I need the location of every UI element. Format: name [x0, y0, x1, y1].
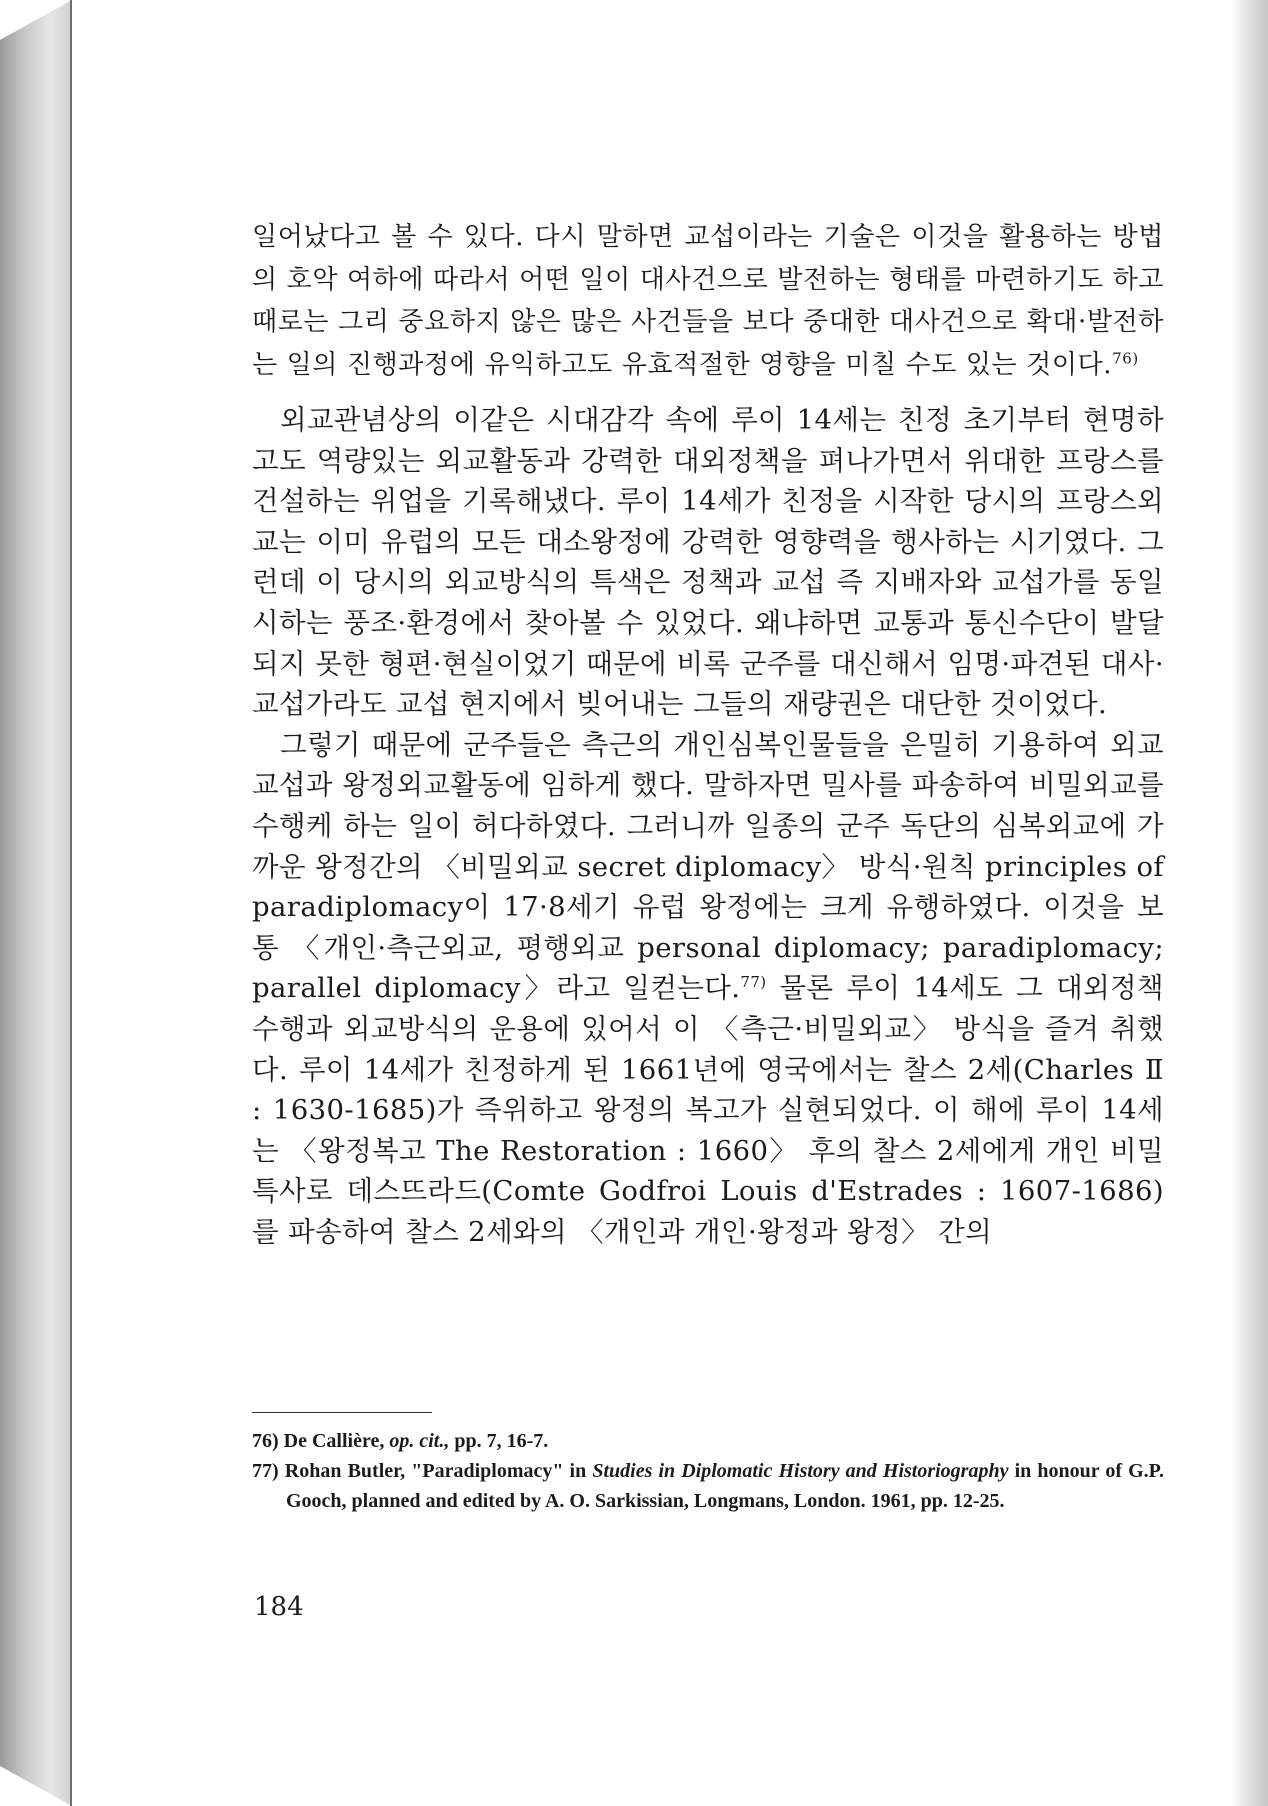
page-number: 184: [254, 1592, 304, 1622]
footnote-76-pages: pp. 7, 16-7.: [454, 1430, 549, 1452]
block-quote: [252, 216, 1164, 386]
paragraph-2b-text: 물론 루이 14세도 그 대외정책 수행과 외교방식의 운용에 있어서 이 〈측근·비밀외교〉 방식을 즐겨 취했다. 루이 14세가 친정하게 된 1661년에 영국에서는 찰스 2세(Charles Ⅱ : 1630-1685)가 즉위하고 왕정의 복고가 실현되었다. 이 해에 루이 14세는 〈왕정복고 The Restoration : 1660〉 후의 찰스 2세에게 개인 비밀특사로 데스뜨라드(Comte Godfroi Louis d'Estrades : 1607-1686)를 파송하여 찰스 2세와의 〈개인과 개인·왕정과 왕정〉 간의: [252, 972, 1164, 1248]
footnote-76-number: 76): [252, 1430, 279, 1452]
footnote-77-author: Rohan Butler, "Paradiplomacy" in: [284, 1460, 587, 1482]
page-right-shadow: [1232, 0, 1268, 1806]
footnote-ref-76: 76): [1112, 348, 1139, 367]
paragraph-1-text: 외교관념상의 이같은 시대감각 속에 루이 14세는 친정 초기부터 현명하고도 역량있는 외교활동과 강력한 대외정책을 펴나가면서 위대한 프랑스를 건설하는 위업을 기록해냈다. 루이 14세가 친정을 시작한 당시의 프랑스외교는 이미 유럽의 모든 대소왕정에 강력한 영향력을 행사하는 시기였다. 그런데 이 당시의 외교방식의 특색은 정책과 교섭 즉 지배자와 교섭가를 동일시하는 풍조·환경에서 찾아볼 수 있었다. 왜냐하면 교통과 통신수단이 발달되지 못한 형편·현실이었기 때문에 비록 군주를 대신해서 임명·파견된 대사·교섭가라도 교섭 현지에서 빚어내는 그들의 재량권은 대단한 것이었다.: [252, 404, 1164, 721]
footnotes: [252, 1426, 1164, 1516]
footnote-divider: [252, 1412, 432, 1413]
paragraph-louis-diplomacy: [252, 400, 1164, 725]
paragraph-secret-diplomacy: [252, 725, 1164, 1253]
footnote-76-work: op. cit.,: [389, 1430, 450, 1452]
body-text: [252, 216, 1164, 1252]
block-quote-text: 일어났다고 볼 수 있다. 다시 말하면 교섭이라는 기술은 이것을 활용하는 방법의 호악 여하에 따라서 어떤 일이 대사건으로 발전하는 형태를 마련하기도 하고 때로는 그리 중요하지 않은 많은 사건들을 보다 중대한 대사건으로 확대·발전하는 일의 진행과정에 유익하고도 유효적절한 영향을 미칠 수도 있는 것이다.: [252, 222, 1164, 380]
footnote-77-rest: in honour of G.P. Gooch, planned and edited by A. O. Sarkissian, Longmans, London. 1961, pp. 12-25.: [286, 1460, 1165, 1512]
footnote-77: [252, 1456, 1164, 1516]
footnote-76-author: De Callière,: [283, 1430, 385, 1452]
book-left-edge: [0, 0, 72, 1806]
footnote-76: [252, 1426, 1164, 1456]
paragraph-2a-text: 그렇기 때문에 군주들은 측근의 개인심복인물들을 은밀히 기용하여 외교교섭과 왕정외교활동에 임하게 했다. 말하자면 밀사를 파송하여 비밀외교를 수행케 하는 일이 허다하였다. 그러니까 일종의 군주 독단의 심복외교에 가까운 왕정간의 〈비밀외교 secret diplomacy〉 방식·원칙 principles of paradiplomacy이 17·8세기 유럽 왕정에는 크게 유행하였다. 이것을 보통 〈개인·측근외교, 평행외교 personal diplomacy; paradiplomacy; parallel diplomacy〉라고 일컫는다.: [252, 728, 1164, 1005]
footnote-ref-77: 77): [740, 973, 767, 992]
page-sheet: [72, 0, 1232, 1806]
footnote-77-number: 77): [252, 1460, 279, 1482]
footnote-77-work: Studies in Diplomatic History and Historiography: [592, 1460, 1009, 1482]
